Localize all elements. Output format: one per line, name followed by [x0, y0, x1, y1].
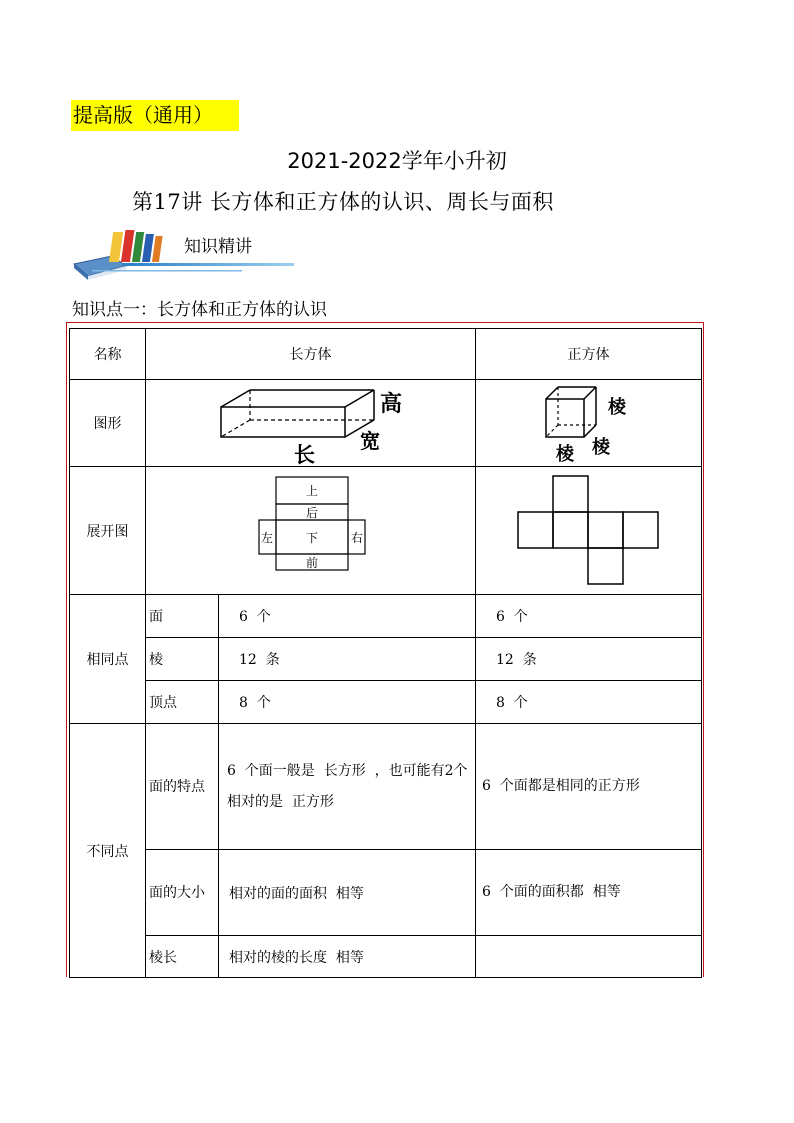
- table-row: [70, 638, 702, 681]
- table-row: [70, 681, 702, 724]
- section-title: 知识点一：长方体和正方体的认识: [72, 300, 327, 320]
- cuboid-width-label: 宽: [360, 429, 380, 453]
- table-row: [70, 850, 702, 936]
- cube-net-diagram: [476, 467, 702, 594]
- header-cube: 正方体: [476, 329, 702, 380]
- table-row: [70, 380, 702, 467]
- net-face-back: 后: [305, 506, 319, 520]
- same-cuboid-value: 8 个: [219, 681, 476, 724]
- diff-cube-value: 6 个面的面积都 相等: [476, 850, 702, 936]
- page-title-year: 2021-2022学年小升初: [287, 149, 507, 173]
- same-item: 顶点: [146, 681, 219, 724]
- cuboid-net-diagram: [146, 467, 476, 594]
- same-cuboid-value: 6 个: [219, 595, 476, 638]
- diff-cube-value: [476, 936, 702, 978]
- cuboid-length-label: 长: [294, 442, 315, 466]
- table-row: [70, 724, 702, 850]
- cuboid-net-cell: [146, 467, 476, 595]
- table-row: [70, 467, 702, 595]
- table-row: [70, 329, 702, 380]
- row-label-net: 展开图: [70, 467, 146, 595]
- diff-item: 面的大小: [146, 850, 219, 936]
- comparison-table: [69, 328, 702, 978]
- diff-cuboid-value: 相对的面的面积 相等: [219, 850, 476, 936]
- same-item: 面: [146, 595, 219, 638]
- row-label-figure: 图形: [70, 380, 146, 467]
- same-cube-value: 12 条: [476, 638, 702, 681]
- row-label-diff: 不同点: [70, 724, 146, 978]
- net-face-right: 右: [350, 531, 364, 545]
- cube-figure-cell: [476, 380, 702, 467]
- diff-item: 棱长: [146, 936, 219, 978]
- diff-cuboid-value: 6 个面一般是 长方形 ，也可能有2个相对的是 正方形: [219, 724, 476, 850]
- page-title-lesson: 第17讲 长方体和正方体的认识、周长与面积: [132, 190, 554, 214]
- table-row: [70, 936, 702, 978]
- diff-cube-value: 6 个面都是相同的正方形: [476, 724, 702, 850]
- table-row: [70, 595, 702, 638]
- same-cube-value: 6 个: [476, 595, 702, 638]
- banner-label: 知识精讲: [184, 237, 252, 257]
- net-face-front: 前: [305, 556, 319, 570]
- net-face-bottom: 下: [305, 531, 319, 545]
- net-face-left: 左: [260, 531, 274, 545]
- cube-net-cell: [476, 467, 702, 595]
- same-cube-value: 8 个: [476, 681, 702, 724]
- knowledge-banner: [72, 226, 297, 281]
- cube-diagram: [476, 380, 702, 466]
- header-cuboid: 长方体: [146, 329, 476, 380]
- cube-edge-label-bottom-right: 棱: [592, 437, 610, 458]
- net-face-top: 上: [305, 484, 319, 498]
- cuboid-height-label: 高: [380, 391, 403, 417]
- row-label-same: 相同点: [70, 595, 146, 724]
- diff-item: 面的特点: [146, 724, 219, 850]
- same-cuboid-value: 12 条: [219, 638, 476, 681]
- cube-edge-label-bottom-left: 棱: [556, 444, 574, 465]
- cuboid-figure-cell: [146, 380, 476, 467]
- same-item: 棱: [146, 638, 219, 681]
- cuboid-diagram: [146, 380, 476, 466]
- header-name: 名称: [70, 329, 146, 380]
- edition-tag: 提高版（通用）: [71, 100, 239, 131]
- diff-cuboid-value: 相对的棱的长度 相等: [219, 936, 476, 978]
- cube-edge-label-top: 棱: [608, 397, 626, 418]
